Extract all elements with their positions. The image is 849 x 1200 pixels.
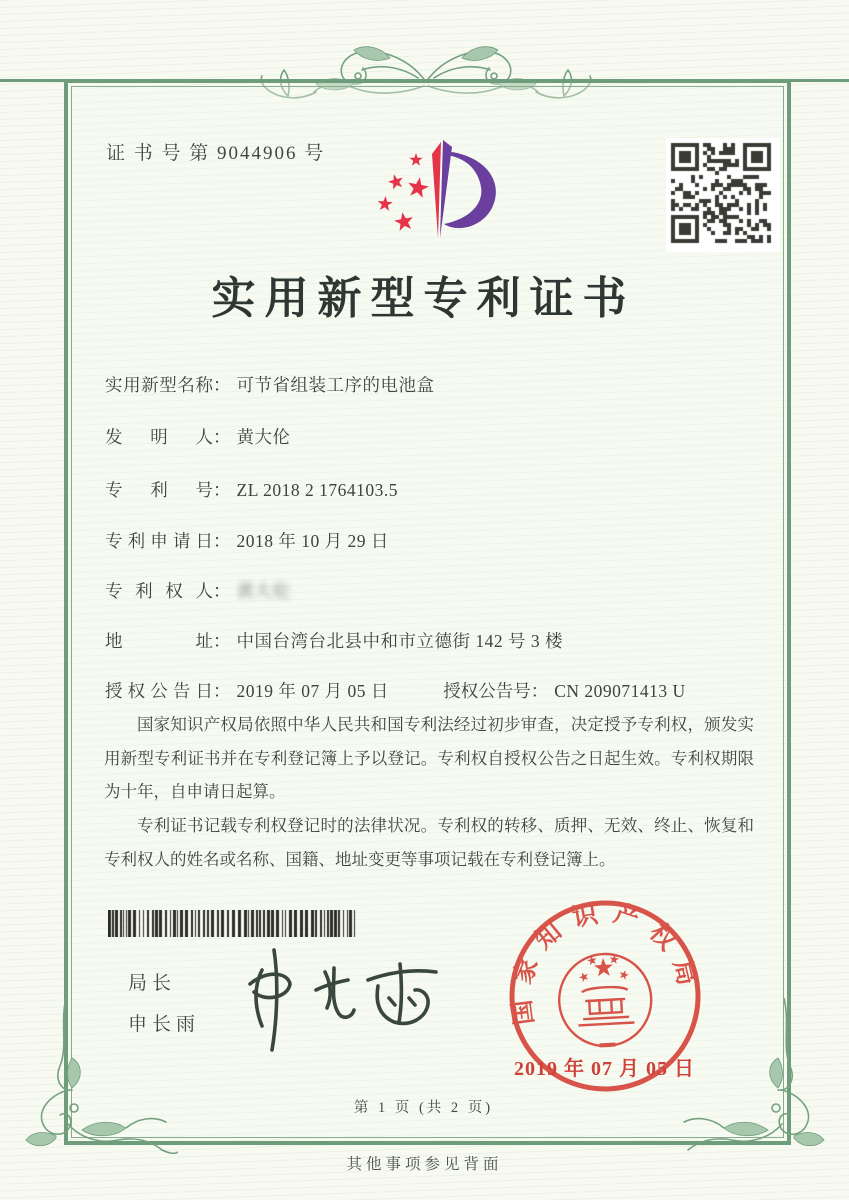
field-value: 2018 年 10 月 29 日 [236,531,389,551]
qr-code [666,138,780,252]
field-value: 可节省组装工序的电池盒 [236,375,435,395]
signature-handwritten [228,942,448,1057]
certificate-title: 实用新型专利证书 [211,274,636,323]
grant-no-label: 授权公告号 [443,681,531,701]
field-value-redacted: 黄大伦 [236,581,291,601]
page-number: 第 1 页 (共 2 页) [353,1100,494,1116]
field-row-address: 地址： 中国台湾台北县中和市立德街 142 号 3 楼 [105,628,563,653]
field-row-name: 实用新型名称： 可节省组装工序的电池盒 [105,372,435,397]
field-row-grant: 授权公告日： 2019 年 07 月 05 日 授权公告号： CN 209071413 U [105,678,686,703]
field-label: 发明人 [105,427,213,447]
grant-no-value: CN 209071413 U [554,681,686,701]
legal-paragraph-2: 专利证书记载专利权登记时的法律状况。专利权的转移、质押、无效、终止、恢复和专利权人的姓名或名称、国籍、地址变更等事项记载在专利登记簿上。 [104,815,754,869]
field-label: 地址 [105,631,213,651]
seal-agency-text: 国家知识产权局 [507,899,703,1027]
field-value: ZL 2018 2 1764103.5 [236,480,398,500]
field-row-patent-no: 专利号： ZL 2018 2 1764103.5 [105,477,398,502]
signer-name: 申长雨 [128,1014,201,1035]
field-label: 授权公告日 [105,681,213,701]
legal-paragraph-1: 国家知识产权局依照中华人民共和国专利法经过初步审查，决定授予专利权，颁发实用新型专利证书并在专利登记簿上予以登记。专利权自授权公告之日起生效。专利权期限为十年，自申请日起算。 [104,715,754,802]
field-label: 实用新型名称 [105,375,213,395]
signer-block [128,968,200,1050]
field-label: 专利号 [105,480,213,500]
field-row-inventor: 发明人： 黄大伦 [105,424,291,449]
field-label: 专利权人 [105,581,213,601]
certificate-number: 证 书 号 第 9044906 号 [106,143,326,164]
cnipa-logo [348,130,512,258]
back-reference-note: 其他事项参见背面 [346,1156,503,1173]
seal-date: 2019 年 07 月 05 日 [514,1058,695,1080]
field-row-patentee: 专利权人： 黄大伦 [105,578,291,603]
signer-title: 局长 [128,973,177,994]
field-value: 2019 年 07 月 05 日 [236,681,389,701]
legal-text [104,708,754,876]
field-value: 中国台湾台北县中和市立德街 142 号 3 楼 [236,631,563,651]
field-row-filing-date: 专利申请日： 2018 年 10 月 29 日 [105,528,389,553]
field-label: 专利申请日 [105,531,213,551]
barcode [108,910,356,937]
field-value: 黄大伦 [236,427,291,447]
